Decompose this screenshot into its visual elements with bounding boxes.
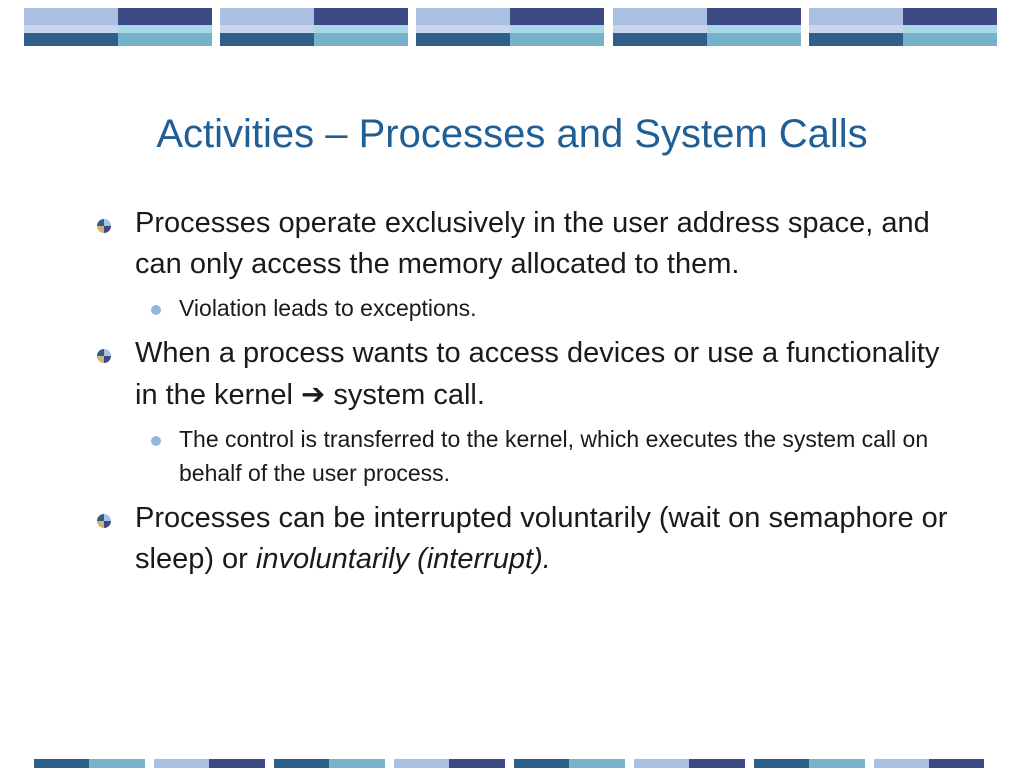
band-tile <box>24 8 212 46</box>
band-tile <box>613 8 801 46</box>
bullet-text: When a process wants to access devices or use a functionality in the kernel <box>135 337 940 411</box>
bullet-text-italic: involuntarily (interrupt). <box>255 543 551 575</box>
slide-title: Activities – Processes and System Calls <box>156 112 868 156</box>
dot-bullet-icon <box>151 305 161 315</box>
bullet-text: Processes operate exclusively in the user address space, and can only access the memory allocated to them. <box>135 207 930 280</box>
quartered-circle-bullet-icon <box>97 349 111 363</box>
bullet-text: Processes can be interrupted voluntarily (wait on semaphore or sleep) or <box>135 502 948 575</box>
bullet-item <box>93 498 953 580</box>
band-tile <box>220 8 408 46</box>
band-tile <box>809 8 997 46</box>
bullet-item <box>93 203 953 285</box>
band-tile <box>416 8 604 46</box>
bullet-text-tail: system call. <box>325 379 485 411</box>
sub-bullet-item <box>93 291 953 325</box>
sub-bullet-item <box>93 422 953 490</box>
sub-bullet-text: The control is transferred to the kernel, which executes the system call on behalf of the user process. <box>179 426 929 486</box>
top-decorative-band <box>24 8 998 46</box>
bullet-list <box>93 203 953 586</box>
bottom-decorative-band <box>34 759 984 768</box>
sub-bullet-text: Violation leads to exceptions. <box>179 295 477 321</box>
dot-bullet-icon <box>151 436 161 446</box>
quartered-circle-bullet-icon <box>97 514 111 528</box>
quartered-circle-bullet-icon <box>97 219 111 233</box>
right-arrow-icon: ➔ <box>301 377 326 411</box>
bullet-item <box>93 333 953 416</box>
